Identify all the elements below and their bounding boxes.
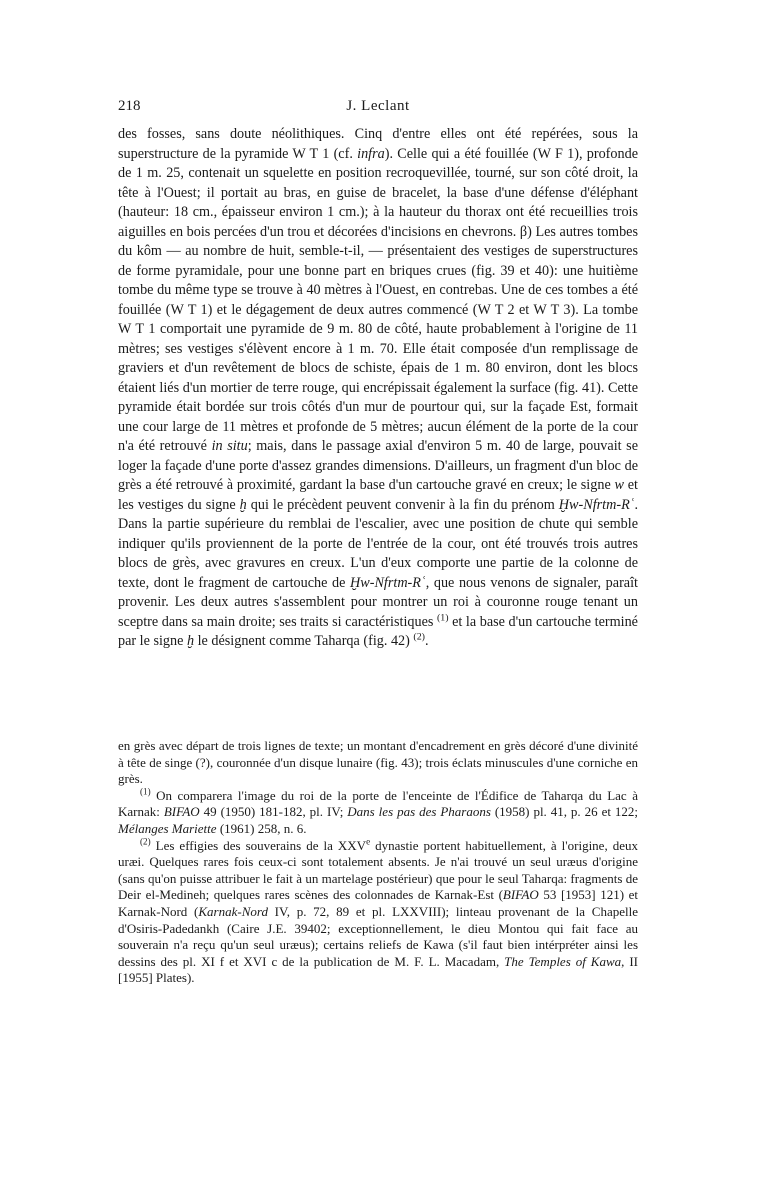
text-run: en grès avec départ de trois lignes de texte; un montant d'encadrement en grès décoré d'une divinité à tête de singe (?), couronnée d'un disque lunaire (fig. 43); trois éclats minuscules d'une corniche en grès. [118, 738, 638, 787]
italic-text: BIFAO [163, 804, 200, 820]
italic-text: BIFAO [502, 887, 539, 903]
text-run: qui le précèdent peuvent convenir à la fin du prénom [246, 496, 559, 513]
text-run: , que nous venons de signaler, paraît provenir. Les deux autres s'assemblent pour montrer un roi à couronne rouge tenant un sceptre dans sa main droite; ses traits si caractéristiques [118, 574, 638, 630]
italic-text: Dans les pas des Pharaons [347, 804, 491, 820]
italic-text: ḫ [186, 633, 195, 649]
page-number: 218 [118, 98, 141, 114]
footnotes [118, 738, 638, 987]
italic-text: Karnak-Nord [198, 903, 268, 919]
text-run: (1958) pl. 41, p. 26 et 122; [490, 804, 639, 820]
italic-text: ḫ [239, 496, 247, 513]
text-run: et les vestiges du signe [118, 477, 638, 513]
running-head: J. Leclant [346, 98, 410, 114]
text-run: 49 (1950) 181-182, pl. IV; [199, 804, 348, 820]
text-run: ; mais, dans le passage axial d'environ 5 m. 40 de large, pouvait se loger la façade d'une porte d'assez grandes dimensions. D'ailleurs, un fragment d'un bloc de grès a été retrouvé à proximité, gardant la base d'un cartouche gravé en creux; le signe [118, 438, 639, 493]
text-run: des fosses, sans doute néolithiques. Cinq d'entre elles ont été repérées, sous la superstructure de la pyramide W T 1 (cf. [118, 126, 638, 162]
note-ref: (2) [140, 836, 151, 847]
text-run: On comparera l'image du roi de la porte de l'enceinte de l'Édifice de Taharqa du Lac à Karnak: [118, 787, 638, 820]
note-ref: (1) [140, 786, 151, 797]
note-ref: (1) [436, 611, 449, 623]
text-run: . Dans la partie supérieure du remblai de l'escalier, avec une position de chute qui semble indiquer qu'ils proviennent de la porte de l'entrée de la cour, ont été trouvés trois autres blocs de grès, avec gravures en creux. L'un d'eux comporte une partie de la colonne de texte, dont le fragment de cartouche de [118, 496, 639, 591]
page-header [118, 98, 638, 122]
note-ref: e [366, 836, 371, 847]
main-text [118, 125, 638, 652]
text-run: dynastie portent habituellement, à l'origine, deux uræi. Quelques rares fois ceux-ci sont totalement absents. Je n'ai trouvé un seul uræus d'origine (sans qu'on puisse attribuer le fait à un martelage postérieur) que pour le seul Taharqa: fragments de Deir el-Medineh; quelques rares scènes des colonnades de Karnak-Est ( [118, 837, 639, 903]
text-run: Les effigies des souverains de la XXV [150, 837, 367, 853]
text-run: . [425, 633, 429, 649]
italic-text: The Temples of Kawa [504, 953, 622, 969]
italic-text: Ḫw-Nfrtm-Rʿ [558, 496, 635, 513]
italic-text: infra [357, 145, 385, 162]
text-run: (1961) 258, n. 6. [216, 820, 307, 836]
footnote-2 [118, 838, 638, 987]
text-run: IV, p. 72, 89 et pl. LXXVIII); linteau provenant de la Chapelle d'Osiris-Padedankh (Caire J.E. 39402; exceptionnellement, le dieu Montou qui fait face au souverain n'a reçu qu'un seul uræus); certains reliefs de Kawa (s'il faut bien intérpréter ainsi les dessins des pl. XI f et XVI c de la publication de M. F. L. Macadam, [118, 903, 638, 969]
italic-text: in situ [211, 438, 248, 454]
note-ref: (2) [413, 631, 425, 643]
italic-text: w [614, 477, 624, 493]
body-paragraph [118, 125, 638, 652]
text-run: 53 [1953] 121) et Karnak-Nord ( [118, 887, 638, 919]
text-run: , II [1955] Plates). [118, 953, 638, 986]
footnote-1 [118, 788, 638, 838]
note-continuation [118, 738, 638, 788]
text-run: le désignent comme Taharqa (fig. 42) [194, 633, 414, 649]
text-run: et la base d'un cartouche terminé par le signe [118, 613, 638, 649]
italic-text: Mélanges Mariette [118, 820, 217, 836]
text-run: ). Celle qui a été fouillée (W F 1), profonde de 1 m. 25, contenait un squelette en position recroquevillée, tourné, sur son côté droit, la tête à l'Ouest; il portait au bras, en guise de bracelet, la base d'une défense d'éléphant (hauteur: 18 cm., épaisseur environ 1 cm.); à la hauteur du thorax ont été recueillies trois aiguilles en bois percées d'un trou et décorées d'incisions en chevrons. β) Les autres tombes du kôm — au nombre de huit, semble-t-il, — présentaient des vestiges de superstructures de forme pyramidale, pour une bonne part en briques crues (fig. 39 et 40): une huitième tombe du même type se trouve à 40 mètres à l'Ouest, en contrebas. Une de ces tombes a été fouillée (W T 1) et le dégagement de deux autres commencé (W T 2 et W T 3). La tombe W T 1 comportait une pyramide de 9 m. 80 de côté, haute probablement à l'origine de 11 mètres; ses vestiges s'élèvent encore à 1 m. 70. Elle était composée d'un remplissage de graviers et d'un revêtement de blocs de schiste, épais de 1 m. 80 environ, dont les blocs étaient liés d'un mortier de terre rouge, qui encrépissait également la surface (fig. 41). Cette pyramide était bordée sur trois côtés d'un mur de pourtour qui, sur la façade Est, formait une cour large de 11 mètres et profonde de 5 mètres; aucun élément de la porte de la cour n'a été retrouvé [118, 145, 638, 454]
italic-text: Ḫw-Nfrtm-Rʿ [350, 574, 426, 591]
